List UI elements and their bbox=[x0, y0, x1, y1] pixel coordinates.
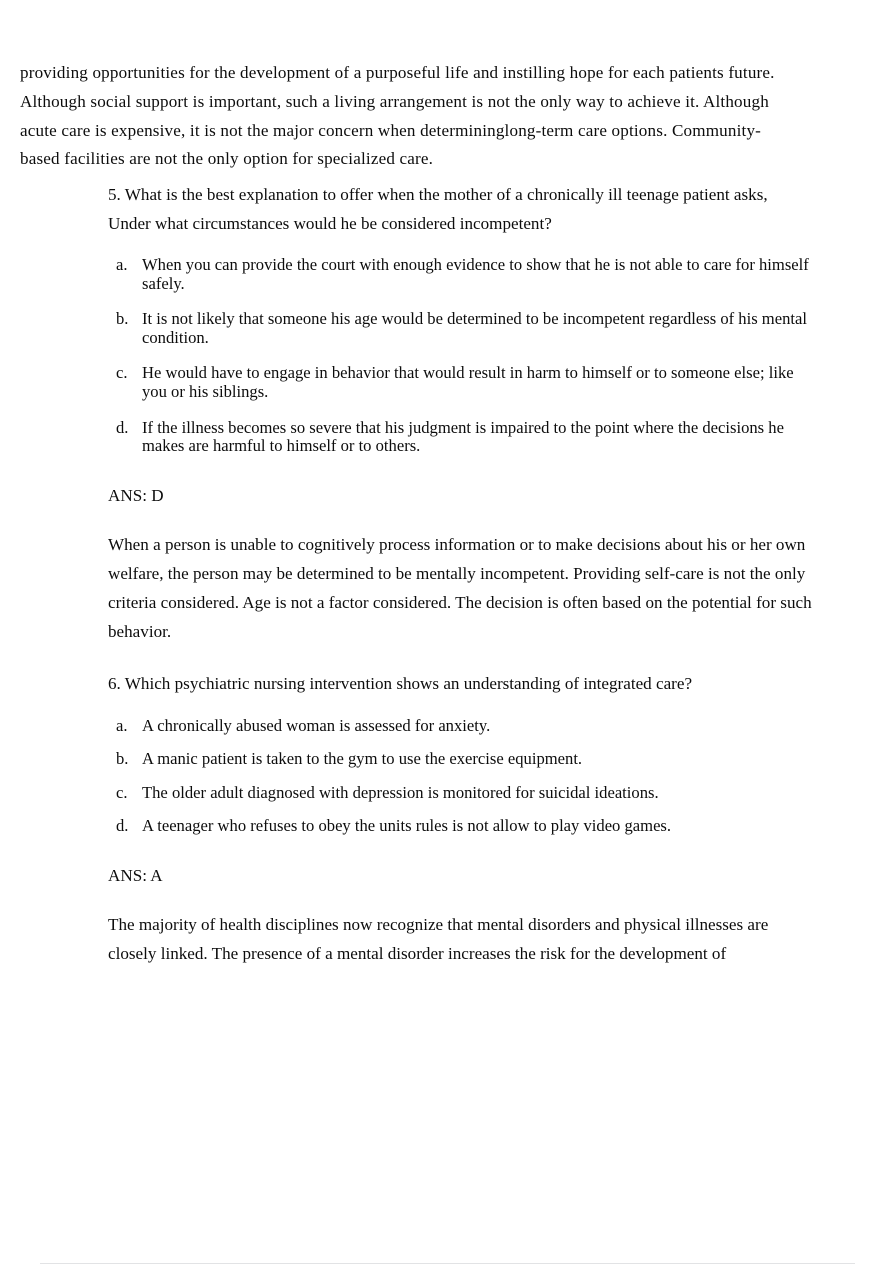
spacer bbox=[108, 769, 818, 784]
spacer bbox=[108, 735, 818, 750]
question-5-text: 5. What is the best explanation to offer when the mother of a chronically ill teenage patient asks, Under what circumstances would he be considered incompetent? bbox=[108, 185, 768, 233]
option-label: It is not likely that someone his age would be determined to be incompetent regardless of his mental condition. bbox=[142, 309, 807, 347]
answer-5-label: ANS: D bbox=[108, 485, 164, 505]
option-label: He would have to engage in behavior that would result in harm to himself or to someone else; like you or his siblings. bbox=[142, 363, 794, 401]
question-5-options bbox=[108, 256, 818, 456]
option-marker: a. bbox=[116, 715, 128, 735]
spacer bbox=[108, 508, 818, 530]
option-label: A teenager who refuses to obey the units rules is not allow to play video games. bbox=[142, 816, 672, 836]
option-6-a[interactable] bbox=[108, 717, 818, 736]
option-5-b[interactable] bbox=[108, 310, 818, 347]
spacer bbox=[108, 238, 818, 256]
question-6-options bbox=[108, 717, 818, 836]
question-6-text: 6. Which psychiatric nursing intervention shows an understanding of integrated care? bbox=[108, 673, 693, 693]
option-marker: d. bbox=[116, 816, 129, 836]
option-label: If the illness becomes so severe that his judgment is impaired to the point where the decisions he makes are harmful to himself or to others. bbox=[142, 417, 784, 456]
option-marker: c. bbox=[116, 363, 128, 383]
question-body-block bbox=[108, 180, 818, 968]
option-marker: b. bbox=[116, 749, 129, 769]
explanation-5-text: When a person is unable to cognitively process information or to make decisions about his or her own welfare, the person may be determined to be mentally incompetent. Providing self-care is not the only criteria considered. Age is not a factor considered. The decision is often based on the potential for such behavior. bbox=[108, 534, 812, 642]
option-label: The older adult diagnosed with depression is monitored for suicidal ideations. bbox=[142, 782, 659, 802]
option-marker: c. bbox=[116, 782, 128, 802]
option-marker: a. bbox=[116, 255, 128, 274]
spacer bbox=[108, 836, 818, 864]
page-bottom-divider bbox=[40, 1263, 855, 1264]
spacer bbox=[108, 888, 818, 910]
spacer bbox=[108, 293, 818, 310]
option-5-d[interactable] bbox=[108, 419, 818, 456]
spacer bbox=[108, 402, 818, 419]
spacer bbox=[108, 647, 818, 669]
option-5-a[interactable] bbox=[108, 256, 818, 293]
spacer bbox=[108, 456, 818, 484]
option-6-b[interactable] bbox=[108, 750, 818, 769]
option-label: A manic patient is taken to the gym to use the exercise equipment. bbox=[142, 749, 583, 769]
spacer bbox=[108, 802, 818, 817]
spacer bbox=[108, 698, 818, 717]
option-label: When you can provide the court with enough evidence to show that he is not able to care for himself safely. bbox=[142, 255, 809, 293]
intro-paragraph: providing opportunities for the development of a purposeful life and instilling hope for each patients future. Although social support is important, such a living arrangement is not the only way to achieve it. Although acute care is expensive, it is not the major concern when determininglong-term care options. Community-based facilities are not the only option for specialized care. bbox=[20, 63, 775, 169]
explanation-6-text: The majority of health disciplines now recognize that mental disorders and physical illnesses are closely linked. The presence of a mental disorder increases the risk for the development of bbox=[108, 914, 769, 964]
answer-6-label: ANS: A bbox=[108, 865, 163, 885]
option-5-c[interactable] bbox=[108, 364, 818, 401]
spacer bbox=[108, 347, 818, 364]
option-6-c[interactable] bbox=[108, 784, 818, 803]
option-label: A chronically abused woman is assessed for anxiety. bbox=[142, 715, 491, 735]
option-marker: b. bbox=[116, 309, 129, 329]
option-6-d[interactable] bbox=[108, 817, 818, 836]
option-marker: d. bbox=[116, 417, 129, 437]
